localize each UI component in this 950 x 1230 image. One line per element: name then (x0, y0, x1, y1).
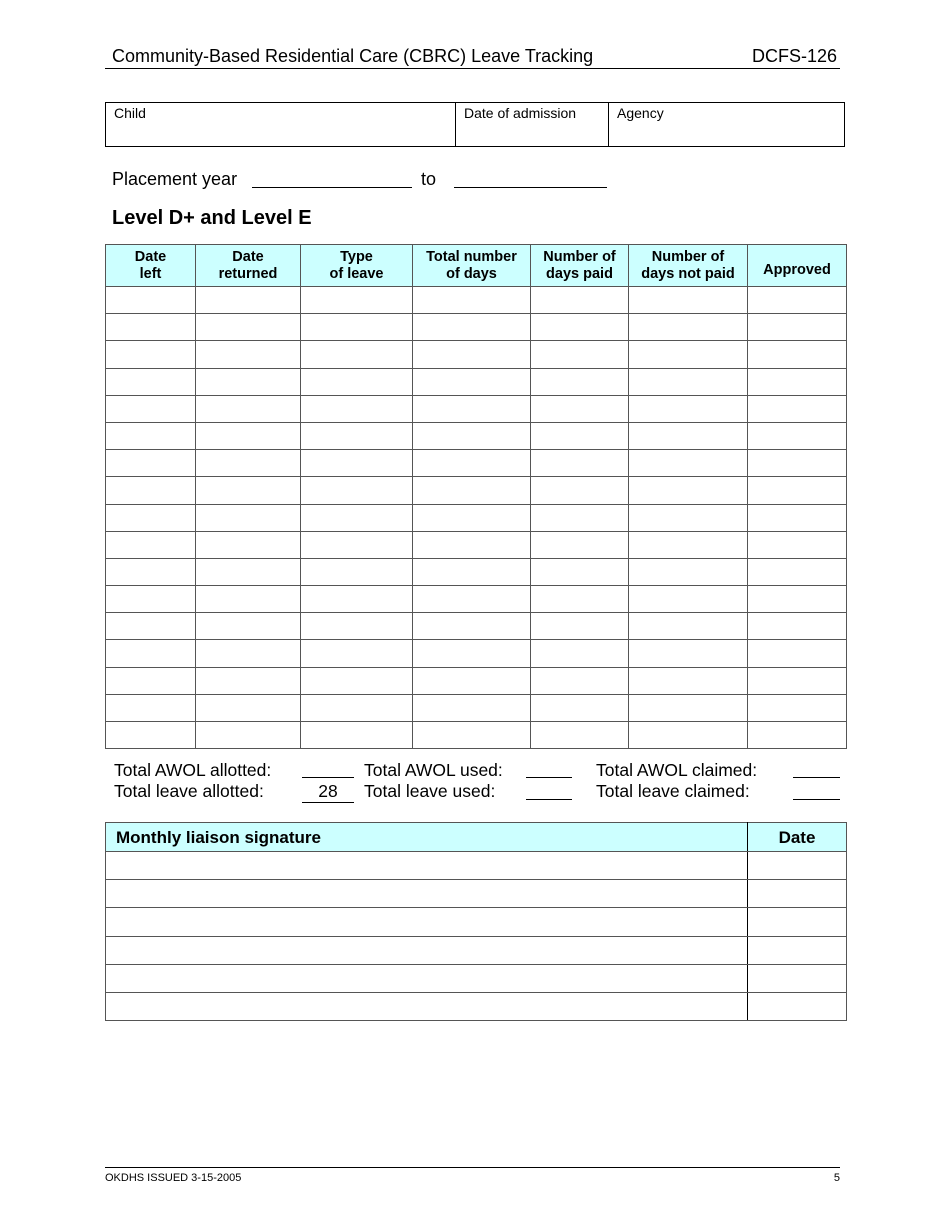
table-row (106, 450, 847, 477)
signature-row (106, 880, 847, 908)
table-cell[interactable] (196, 586, 301, 613)
table-cell[interactable] (629, 504, 748, 531)
leave-allotted-label: Total leave allotted: (114, 781, 264, 801)
table-cell[interactable] (531, 558, 629, 585)
signature-row (106, 908, 847, 936)
table-cell[interactable] (531, 586, 629, 613)
table-cell[interactable] (106, 287, 196, 314)
column-header (748, 245, 847, 287)
table-cell[interactable] (531, 613, 629, 640)
signature-date-cell[interactable] (748, 852, 847, 880)
table-cell[interactable] (629, 477, 748, 504)
table-cell[interactable] (196, 531, 301, 558)
awol-allotted-input[interactable] (302, 777, 354, 778)
leave-used-label: Total leave used: (364, 781, 496, 801)
table-cell[interactable] (748, 558, 847, 585)
header-divider (105, 68, 840, 69)
signature-date-cell[interactable] (748, 908, 847, 936)
column-header-line: days paid (546, 265, 613, 282)
table-cell[interactable] (629, 558, 748, 585)
table-cell[interactable] (196, 450, 301, 477)
column-header-line: Total number (426, 248, 517, 265)
table-cell[interactable] (531, 531, 629, 558)
page-number: 5 (833, 1172, 840, 1184)
table-cell[interactable] (106, 504, 196, 531)
column-header (531, 245, 629, 287)
signature-row (106, 964, 847, 992)
table-row (106, 341, 847, 368)
table-cell[interactable] (531, 314, 629, 341)
signature-date-cell[interactable] (748, 880, 847, 908)
signature-row (106, 936, 847, 964)
table-cell[interactable] (106, 613, 196, 640)
table-cell[interactable] (106, 640, 196, 667)
column-header-line: days not paid (641, 265, 735, 282)
table-cell[interactable] (196, 722, 301, 749)
table-cell[interactable] (196, 422, 301, 449)
table-row (106, 667, 847, 694)
table-cell[interactable] (629, 613, 748, 640)
table-row (106, 531, 847, 558)
table-cell[interactable] (196, 640, 301, 667)
table-cell[interactable] (531, 422, 629, 449)
table-cell[interactable] (196, 667, 301, 694)
table-cell[interactable] (196, 368, 301, 395)
table-row (106, 586, 847, 613)
table-cell[interactable] (413, 667, 531, 694)
table-cell[interactable] (301, 613, 413, 640)
column-header-line: of leave (329, 265, 384, 282)
column-header-line: Number of (543, 248, 616, 265)
table-cell[interactable] (413, 722, 531, 749)
column-header-line: Number of (651, 248, 725, 265)
table-row (106, 368, 847, 395)
table-cell[interactable] (301, 314, 413, 341)
table-cell[interactable] (531, 694, 629, 721)
form-number: DCFS-126 (752, 46, 838, 66)
table-cell[interactable] (629, 586, 748, 613)
table-cell[interactable] (531, 477, 629, 504)
table-cell[interactable] (629, 368, 748, 395)
table-cell[interactable] (413, 640, 531, 667)
table-cell[interactable] (531, 722, 629, 749)
table-cell[interactable] (196, 287, 301, 314)
table-cell[interactable] (748, 504, 847, 531)
column-header (106, 245, 196, 287)
footer (105, 1167, 840, 1184)
table-cell[interactable] (531, 504, 629, 531)
table-cell[interactable] (413, 287, 531, 314)
table-cell[interactable] (629, 694, 748, 721)
table-cell[interactable] (629, 314, 748, 341)
table-cell[interactable] (301, 450, 413, 477)
table-cell[interactable] (106, 722, 196, 749)
signature-row (106, 852, 847, 880)
column-header (301, 245, 413, 287)
placement-year-label: Placement year (112, 169, 238, 189)
awol-claimed-input[interactable] (793, 777, 840, 778)
signature-cell[interactable] (106, 880, 748, 908)
column-header (196, 245, 301, 287)
table-cell[interactable] (301, 586, 413, 613)
table-cell[interactable] (629, 640, 748, 667)
column-header-line: returned (218, 265, 278, 282)
leave-table (105, 244, 847, 749)
table-cell[interactable] (748, 395, 847, 422)
table-cell[interactable] (106, 586, 196, 613)
table-cell[interactable] (301, 667, 413, 694)
table-cell[interactable] (106, 341, 196, 368)
table-cell[interactable] (748, 287, 847, 314)
table-row (106, 640, 847, 667)
table-row (106, 422, 847, 449)
table-cell[interactable] (748, 694, 847, 721)
table-cell[interactable] (629, 667, 748, 694)
table-row (106, 722, 847, 749)
table-cell[interactable] (301, 722, 413, 749)
column-header-line: Approved (763, 262, 831, 278)
table-cell[interactable] (301, 368, 413, 395)
table-cell[interactable] (748, 613, 847, 640)
table-cell[interactable] (629, 531, 748, 558)
table-cell[interactable] (106, 314, 196, 341)
signature-cell[interactable] (106, 964, 748, 992)
date-of-admission-field[interactable]: Date of admission (456, 103, 609, 146)
table-cell[interactable] (196, 314, 301, 341)
table-cell[interactable] (413, 586, 531, 613)
table-cell[interactable] (413, 395, 531, 422)
table-row (106, 558, 847, 585)
table-cell[interactable] (301, 341, 413, 368)
table-cell[interactable] (413, 613, 531, 640)
form-title: Community-Based Residential Care (CBRC) Leave Tracking (112, 46, 594, 66)
signature-date-cell[interactable] (748, 964, 847, 992)
table-cell[interactable] (301, 477, 413, 504)
table-cell[interactable] (629, 341, 748, 368)
table-row (106, 314, 847, 341)
signature-cell[interactable] (106, 852, 748, 880)
signature-row (106, 992, 847, 1020)
table-cell[interactable] (531, 368, 629, 395)
table-cell[interactable] (413, 422, 531, 449)
table-cell[interactable] (748, 314, 847, 341)
table-cell[interactable] (413, 368, 531, 395)
column-header-line: left (139, 265, 162, 282)
table-cell[interactable] (196, 477, 301, 504)
table-cell[interactable] (413, 694, 531, 721)
table-cell[interactable] (301, 558, 413, 585)
table-row (106, 477, 847, 504)
table-row (106, 694, 847, 721)
table-cell[interactable] (301, 422, 413, 449)
table-cell[interactable] (106, 477, 196, 504)
leave-claimed-input[interactable] (793, 799, 840, 800)
table-cell[interactable] (748, 368, 847, 395)
table-cell[interactable] (301, 504, 413, 531)
leave-claimed-label: Total leave claimed: (596, 781, 750, 801)
table-cell[interactable] (531, 287, 629, 314)
issued-text: OKDHS ISSUED 3-15-2005 (105, 1172, 242, 1184)
table-cell[interactable] (413, 504, 531, 531)
signature-cell[interactable] (106, 908, 748, 936)
child-info-box (105, 102, 845, 147)
column-header-line: Date (134, 248, 167, 265)
table-cell[interactable] (413, 558, 531, 585)
table-cell[interactable] (413, 531, 531, 558)
table-cell[interactable] (531, 667, 629, 694)
column-header (413, 245, 531, 287)
table-cell[interactable] (301, 640, 413, 667)
placement-year-start-input[interactable] (252, 187, 412, 188)
column-header-line: Type (340, 248, 373, 265)
signature-cell[interactable] (106, 992, 748, 1020)
table-cell[interactable] (413, 314, 531, 341)
table-cell[interactable] (629, 450, 748, 477)
column-header-line: Date (232, 248, 264, 265)
column-header-line: of days (446, 265, 497, 282)
table-cell[interactable] (301, 694, 413, 721)
table-cell[interactable] (196, 613, 301, 640)
table-cell[interactable] (106, 558, 196, 585)
signature-date-header: Date (748, 823, 847, 852)
table-cell[interactable] (413, 477, 531, 504)
leave-allotted-input[interactable]: 28 (302, 781, 354, 803)
table-cell[interactable] (748, 640, 847, 667)
table-cell[interactable] (301, 531, 413, 558)
table-cell[interactable] (106, 694, 196, 721)
table-row (106, 395, 847, 422)
table-cell[interactable] (748, 477, 847, 504)
table-cell[interactable] (196, 395, 301, 422)
table-cell[interactable] (196, 694, 301, 721)
table-cell[interactable] (748, 667, 847, 694)
table-row (106, 287, 847, 314)
table-cell[interactable] (301, 287, 413, 314)
table-cell[interactable] (106, 531, 196, 558)
table-cell[interactable] (106, 422, 196, 449)
table-cell[interactable] (531, 395, 629, 422)
agency-field[interactable]: Agency (617, 105, 664, 121)
table-cell[interactable] (748, 341, 847, 368)
table-cell[interactable] (106, 450, 196, 477)
awol-used-input[interactable] (526, 777, 572, 778)
placement-year-end-input[interactable] (454, 187, 607, 188)
signature-date-cell[interactable] (748, 936, 847, 964)
table-cell[interactable] (413, 450, 531, 477)
table-cell[interactable] (629, 395, 748, 422)
table-cell[interactable] (196, 504, 301, 531)
signature-header: Monthly liaison signature (106, 823, 748, 852)
table-cell[interactable] (531, 341, 629, 368)
table-cell[interactable] (531, 450, 629, 477)
signature-date-cell[interactable] (748, 992, 847, 1020)
table-cell[interactable] (196, 341, 301, 368)
leave-used-input[interactable] (526, 799, 572, 800)
table-cell[interactable] (748, 450, 847, 477)
table-cell[interactable] (196, 558, 301, 585)
table-cell[interactable] (106, 395, 196, 422)
placement-to-label: to (421, 169, 437, 189)
table-cell[interactable] (629, 287, 748, 314)
table-cell[interactable] (301, 395, 413, 422)
table-cell[interactable] (413, 341, 531, 368)
table-cell[interactable] (629, 722, 748, 749)
signature-table (105, 822, 847, 1021)
table-cell[interactable] (106, 667, 196, 694)
table-cell[interactable] (748, 722, 847, 749)
table-cell[interactable] (629, 422, 748, 449)
signature-cell[interactable] (106, 936, 748, 964)
table-cell[interactable] (748, 531, 847, 558)
section-title: Level D+ and Level E (112, 207, 312, 229)
table-row (106, 613, 847, 640)
table-cell[interactable] (106, 368, 196, 395)
awol-claimed-label: Total AWOL claimed: (596, 760, 758, 780)
table-cell[interactable] (748, 422, 847, 449)
column-header (629, 245, 748, 287)
awol-allotted-label: Total AWOL allotted: (114, 760, 272, 780)
awol-used-label: Total AWOL used: (364, 760, 503, 780)
table-row (106, 504, 847, 531)
child-field[interactable]: Child (106, 103, 456, 146)
table-cell[interactable] (531, 640, 629, 667)
table-cell[interactable] (748, 586, 847, 613)
